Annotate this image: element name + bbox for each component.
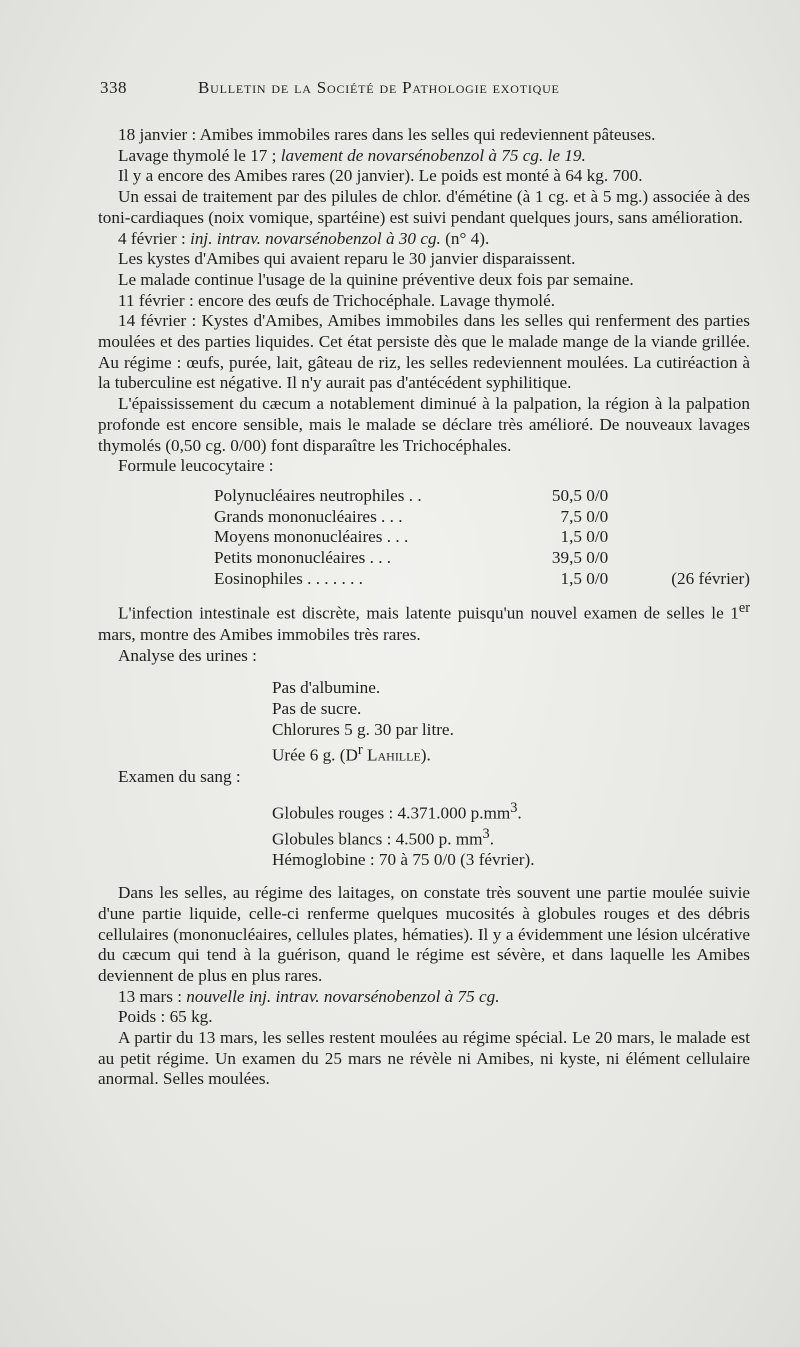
urine-analysis-block bbox=[272, 678, 750, 767]
list-item: Globules blancs : 4.500 p. $mm^3$. bbox=[272, 826, 494, 849]
paragraph: Le malade continue l'usage de la quinine préventive deux fois par semaine. bbox=[118, 269, 634, 289]
leucocyte-formula-table bbox=[214, 486, 750, 590]
italic-text: nouvelle inj. intrav. novarsénobenzol à 75 cg. bbox=[186, 986, 500, 1006]
list-item: Pas d'albumine. bbox=[272, 678, 381, 698]
paragraph: Lavage thymolé le 17 ; lavement de novarsénobenzol à 75 cg. le 19. bbox=[118, 145, 586, 165]
paragraph: Examen du sang : bbox=[118, 766, 241, 786]
paragraph: Poids : 65 kg. bbox=[118, 1007, 213, 1027]
paragraph: A partir du 13 mars, les selles restent moulées au régime spécial. Le 20 mars, le malade est au petit régime. Un examen du 25 mars ne révèle ni Amibes, ni kyste, ni élément cellulaire anormal. Selles moulées. bbox=[98, 1028, 750, 1089]
list-item: Globules rouges : 4.371.000 $p.mm^3$. bbox=[272, 799, 522, 823]
list-item: Chlorures 5 g. 30 par litre. bbox=[272, 719, 454, 739]
running-header bbox=[100, 78, 750, 98]
paragraph: Analyse des urines : bbox=[118, 645, 257, 665]
italic-text: inj. intrav. novarsénobenzol à 30 cg. bbox=[190, 228, 441, 248]
page-number: 338 bbox=[100, 78, 127, 97]
paragraph: 11 février : encore des œufs de Trichocéphale. Lavage thymolé. bbox=[118, 290, 556, 310]
paragraph: Un essai de traitement par des pilules de chlor. d'émétine (à 1 cg. et à 5 mg.) associée à des toni-cardiaques (noix vomique, spartéine) est suivi pendant quelques jours, sans amélioration. bbox=[98, 187, 750, 227]
list-item: Urée 6 g. ($D^r$ Lahille). bbox=[272, 742, 431, 766]
list-item: Hémoglobine : 70 à 75 0/0 (3 février). bbox=[272, 850, 535, 870]
paragraph: Les kystes d'Amibes qui avaient reparu le 30 janvier disparaissent. bbox=[118, 249, 576, 269]
paragraph: Formule leucocytaire : bbox=[118, 456, 274, 476]
paragraph: L'épaississement du cæcum a notablement diminué à la palpation, la région à la palpation profonde est encore sensible, mais le malade se déclare très amélioré. De nouveaux lavages thymolés (0,50 cg. 0/00) font disparaître les Trichocéphales. bbox=[98, 394, 750, 455]
article-body bbox=[98, 125, 750, 1090]
paragraph: 4 février : inj. intrav. novarsénobenzol à 30 cg. (n° 4). bbox=[118, 228, 490, 248]
journal-title: Bulletin de la Société de Pathologie exotique bbox=[198, 78, 560, 97]
paragraph: Il y a encore des Amibes rares (20 janvier). Le poids est monté à 64 kg. 700. bbox=[118, 166, 643, 186]
paragraph: L'infection intestinale est discrète, mais latente puisqu'un nouvel examen de selles le 1er mars, montre des Amibes immobiles très rares. bbox=[98, 600, 750, 644]
table-row: Grands mononucléaires . . . 7,5 0/0 bbox=[214, 506, 609, 526]
list-item: Pas de sucre. bbox=[272, 699, 362, 719]
paragraph: 18 janvier : Amibes immobiles rares dans les selles qui redeviennent pâteuses. bbox=[118, 125, 656, 144]
paragraph: 14 février : Kystes d'Amibes, Amibes immobiles dans les selles qui renferment des parties moulées et des parties liquides. Cet état persiste dès que le malade mange de la viande grillée. Au régime : œufs, purée, lait, gâteau de riz, les selles redeviennent moulées. La cutiréaction à la tuberculine est négative. Il n'y aurait pas d'antécédent syphilitique. bbox=[98, 311, 750, 393]
blood-exam-block bbox=[272, 798, 750, 872]
italic-text: lavement de novarsénobenzol à 75 cg. le 19. bbox=[280, 145, 586, 165]
paragraph: Dans les selles, au régime des laitages, on constate très souvent une partie moulée suivie d'une partie liquide, celle-ci renferme quelques mucosités à globules rouges et des débris cellulaires (mononucléaires, cellules plates, hématies). Il y a évidemment une lésion ulcérative du cæcum qui tend à la guérison, quand le régime est sévère, et dans laquelle les Amibes deviennent de plus en plus rares. bbox=[98, 883, 750, 985]
table-row: Polynucléaires neutrophiles . . 50,5 0/0 bbox=[214, 485, 609, 505]
table-row: Petits mononucléaires . . . 39,5 0/0 bbox=[214, 548, 609, 568]
paragraph: 13 mars : nouvelle inj. intrav. novarsénobenzol à 75 cg. bbox=[118, 986, 500, 1006]
table-row: Eosinophiles . . . . . . . 1,5 0/0 (26 février) bbox=[214, 568, 750, 588]
table-row: Moyens mononucléaires . . . 1,5 0/0 bbox=[214, 527, 609, 547]
